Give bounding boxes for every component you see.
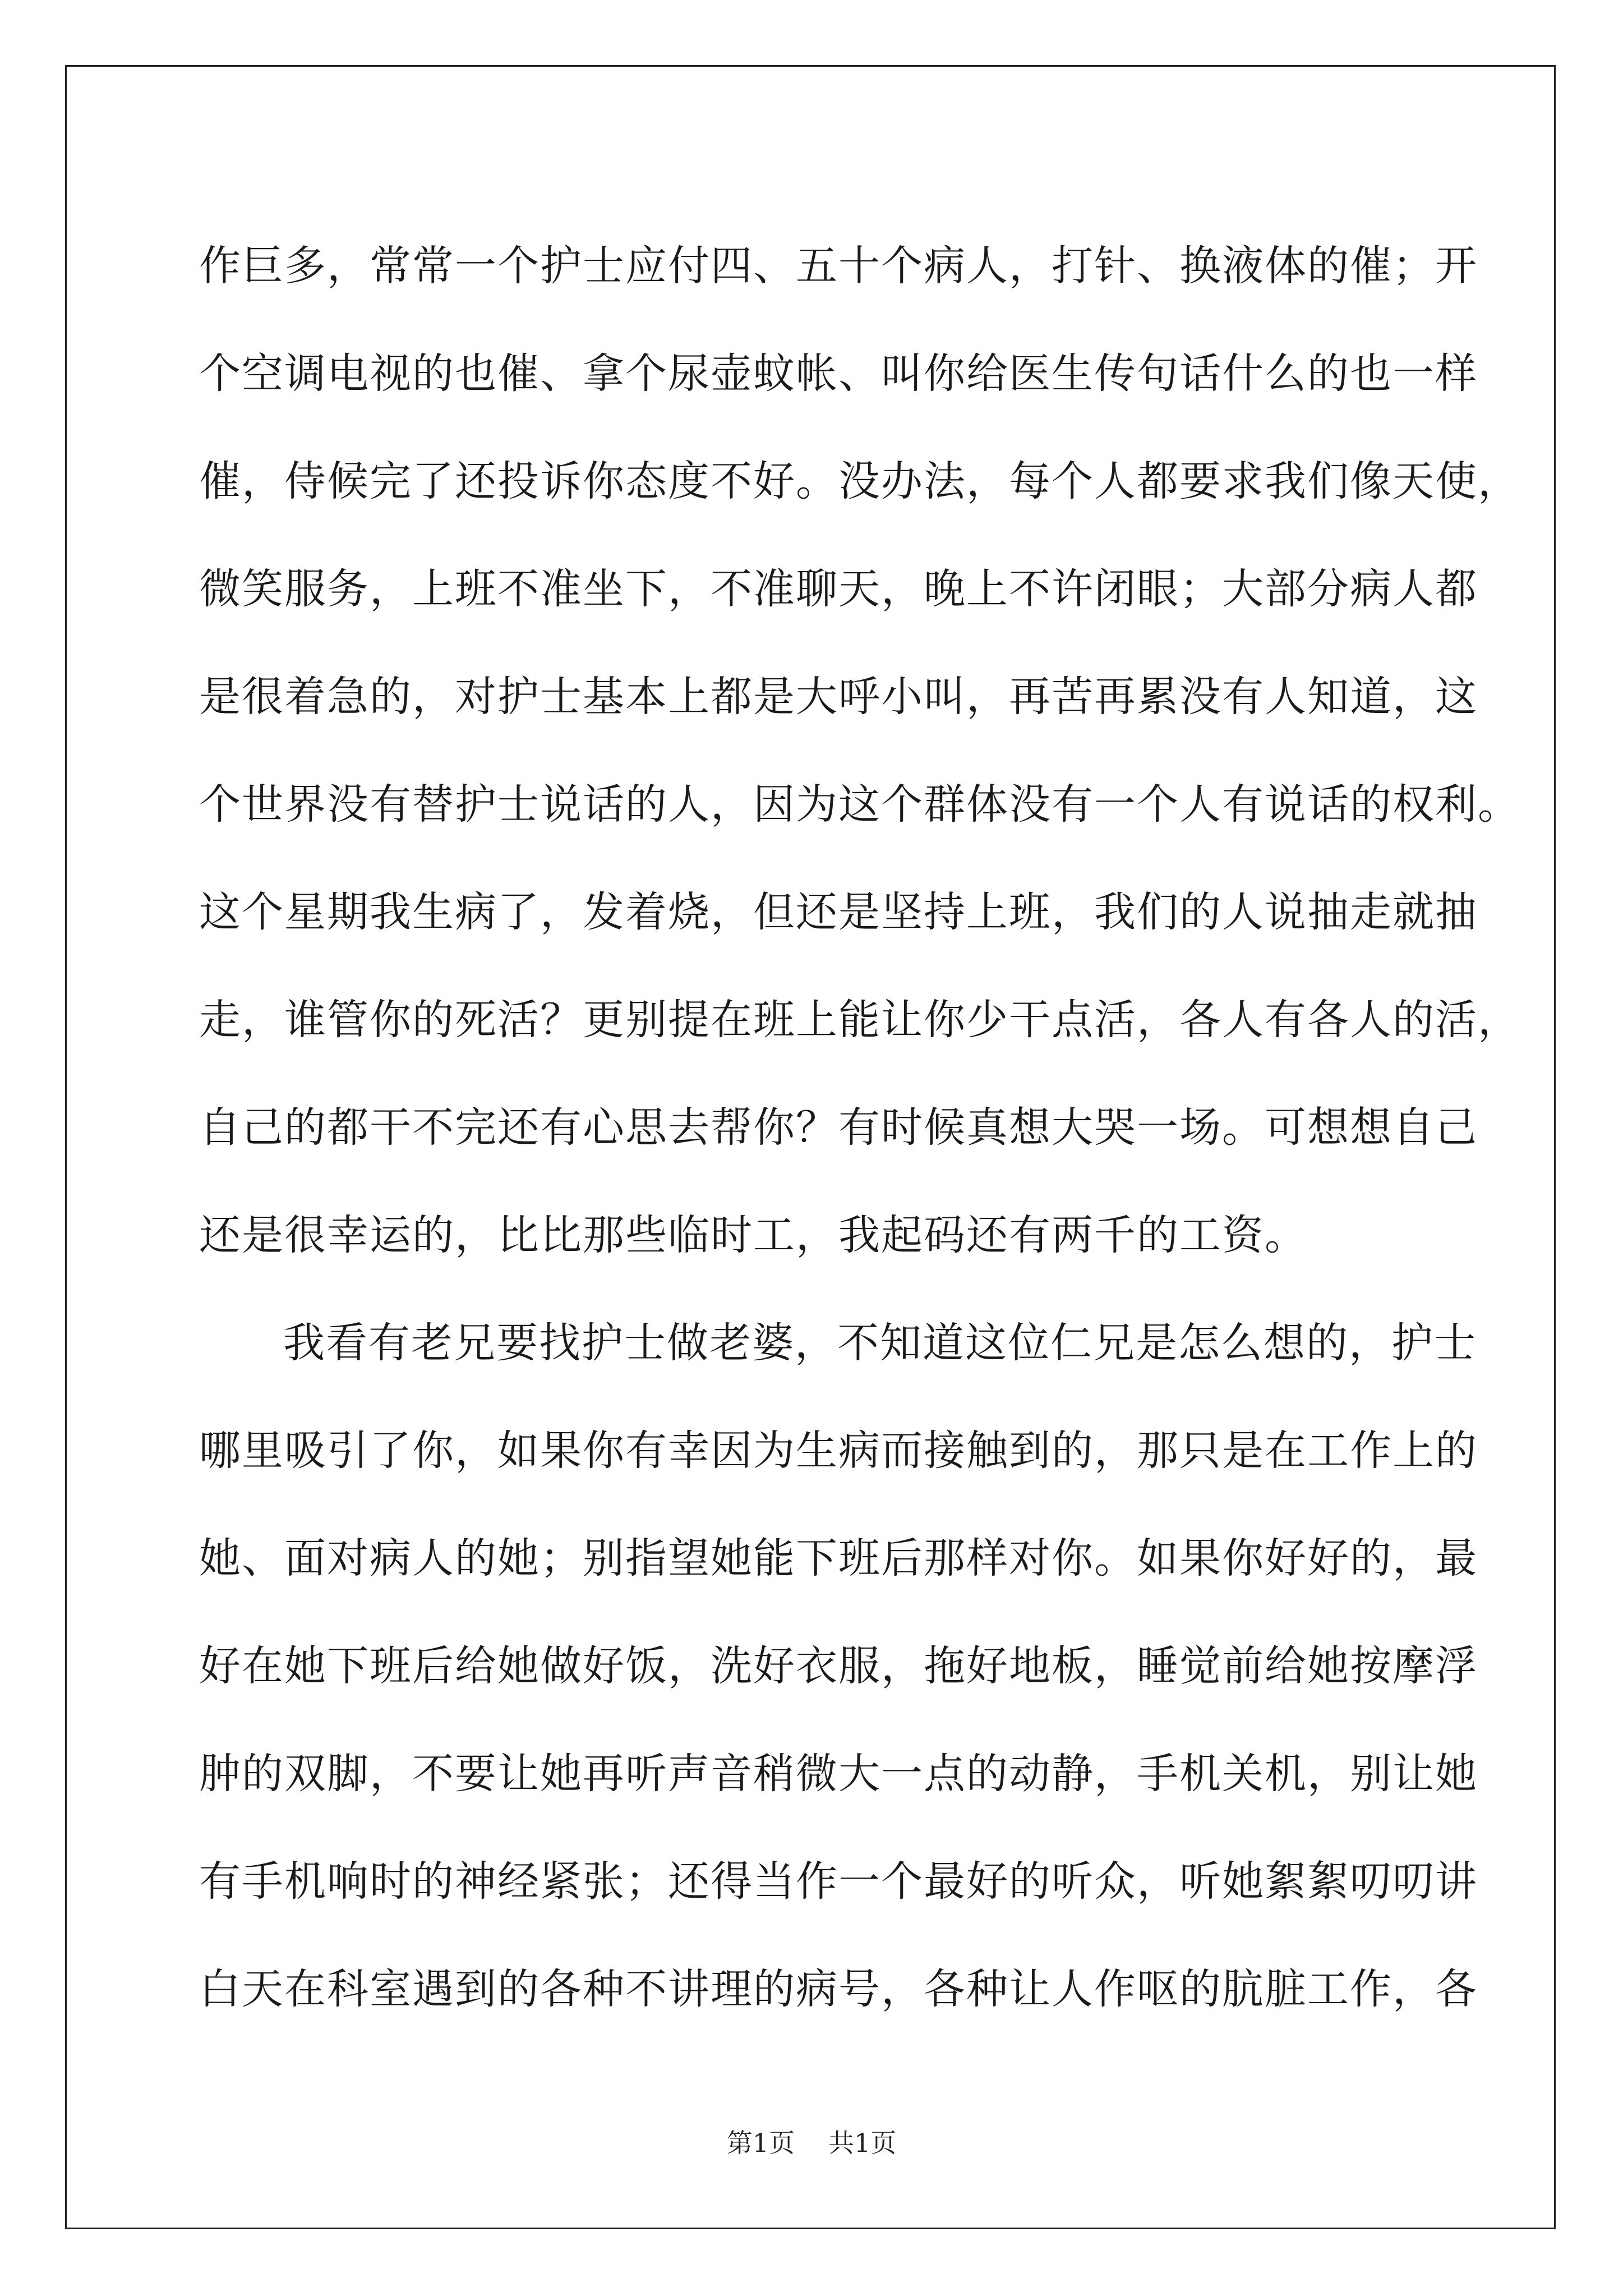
text-line: 走，谁管你的死活？更别提在班上能让你少干点活，各人有各人的活， bbox=[199, 996, 1520, 1044]
text-line: 这个星期我生病了，发着烧，但还是坚持上班，我们的人说抽走就抽 bbox=[199, 888, 1478, 936]
text-line: 个空调电视的也催、拿个尿壶蚊帐、叫你给医生传句话什么的也一样 bbox=[199, 349, 1478, 398]
text-line: 好在她下班后给她做好饭，洗好衣服，拖好地板，睡觉前给她按摩浮 bbox=[199, 1642, 1478, 1690]
text-line: 微笑服务，上班不准坐下，不准聊天，晚上不许闭眼；大部分病人都 bbox=[199, 565, 1478, 613]
document-body bbox=[199, 212, 1520, 2043]
text-line: 是很着急的，对护士基本上都是大呼小叫，再苦再累没有人知道，这 bbox=[199, 673, 1478, 721]
text-line: 自己的都干不完还有心思去帮你？有时候真想大哭一场。可想想自己 bbox=[199, 1103, 1478, 1152]
text-line: 白天在科室遇到的各种不讲理的病号，各种让人作呕的肮脏工作，各 bbox=[199, 1965, 1478, 2013]
paragraph-start-line: 我看有老兄要找护士做老婆，不知道这位仁兄是怎么想的，护士 bbox=[283, 1319, 1477, 1367]
text-line: 有手机响时的神经紧张；还得当作一个最好的听众，听她絮絮叨叨讲 bbox=[199, 1857, 1478, 1906]
page-total: 共1页 bbox=[828, 2128, 897, 2158]
text-line: 哪里吸引了你，如果你有幸因为生病而接触到的，那只是在工作上的 bbox=[199, 1427, 1478, 1475]
text-line: 肿的双脚，不要让她再听声音稍微大一点的动静，手机关机，别让她 bbox=[199, 1750, 1478, 1798]
text-line: 她、面对病人的她；别指望她能下班后那样对你。如果你好好的，最 bbox=[199, 1534, 1478, 1582]
page-footer bbox=[0, 2123, 1623, 2160]
page-number: 第1页 bbox=[726, 2128, 795, 2158]
text-line: 个世界没有替护士说话的人，因为这个群体没有一个人有说话的权利。 bbox=[199, 780, 1520, 829]
text-line: 还是很幸运的，比比那些临时工，我起码还有两千的工资。 bbox=[199, 1211, 1307, 1259]
text-line: 催，侍候完了还投诉你态度不好。没办法，每个人都要求我们像天使， bbox=[199, 457, 1520, 505]
text-line: 作巨多，常常一个护士应付四、五十个病人，打针、换液体的催；开 bbox=[199, 242, 1478, 290]
